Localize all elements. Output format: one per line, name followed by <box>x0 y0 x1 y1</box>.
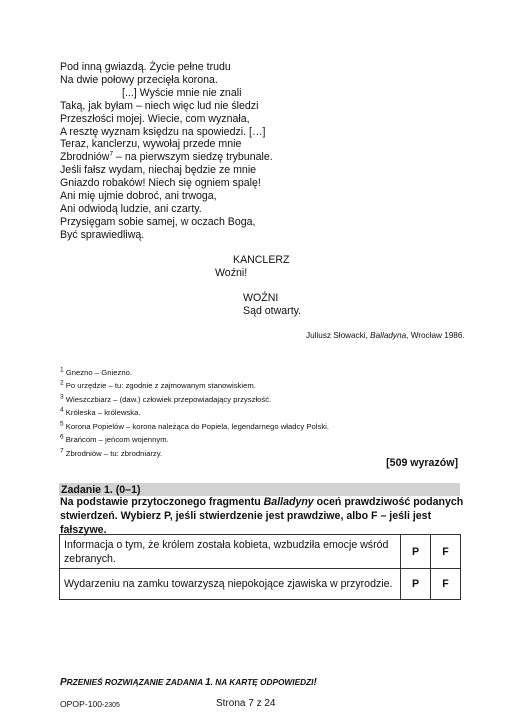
code-number: 100 <box>87 699 103 709</box>
speaker-kanclerz: KANCLERZ <box>233 254 290 266</box>
task-title: Zadanie 1. (0–1) <box>61 484 141 496</box>
transfer-initial: P <box>60 677 67 688</box>
source-publisher: , Wrocław 1986. <box>406 331 465 340</box>
footnote <box>60 406 329 419</box>
transfer-text: RZENIEŚ ROZWIĄZANIE ZADANIA <box>66 677 206 687</box>
footnote-number: 4 <box>60 406 64 414</box>
word-count: [509 wyrazów] <box>386 457 458 469</box>
poem-word: Zbrodniów <box>60 151 110 164</box>
poem-line: Być sprawiedliwą. <box>60 228 145 241</box>
footnote-text: Po urzędzie – tu: zgodnie z zajmowanym stanowiskiem. <box>63 381 256 391</box>
exam-code <box>60 699 120 709</box>
poem-line: Taką, jak byłam – niech więc lud nie śledzi <box>60 99 259 112</box>
footnote-text: Króleska – królewska. <box>63 408 141 418</box>
instr-text: oceń prawdziwość podanych stwierdzeń. Wybierz P, jeśli stwierdzenie jest prawdziwe, albo F – jeśli jest fałszywe. <box>60 496 464 536</box>
footnote-number: 5 <box>60 420 64 428</box>
poem-text: – na pierwszym siedzę trybunale. <box>113 151 273 164</box>
footnote-text: Wieszczbiarz – (daw.) człowiek przepowiadający przyszłość. <box>63 394 272 404</box>
source-citation <box>306 331 465 340</box>
footnote-number: 7 <box>60 447 64 455</box>
footnote <box>60 366 329 379</box>
transfer-mark: ! <box>313 677 317 688</box>
code-prefix: OPOP- <box>60 699 88 709</box>
instr-text: Na podstawie przytoczonego fragmentu <box>60 496 264 508</box>
poem-line <box>60 151 273 164</box>
footnote-number: 1 <box>60 366 64 374</box>
table-row <box>60 569 460 599</box>
poem-line: A resztę wyznam księdzu na spowiedzi. […] <box>60 125 266 138</box>
poem-line: [...] Wyście mnie nie znali <box>122 86 242 99</box>
poem-line: Na dwie połowy przecięła korona. <box>60 73 218 86</box>
speech-kanclerz: Woźni! <box>215 267 248 279</box>
poem-line: Przeszłości mojej. Wiecie, com wyznała, <box>60 112 250 125</box>
poem-line: Jeśli fałsz wydam, niechaj będzie ze mnie <box>60 164 257 177</box>
footnote <box>60 379 329 392</box>
statement: Wydarzeniu na zamku towarzyszą niepokojące zjawiska w przyrodzie. <box>64 578 393 590</box>
poem-fragment <box>60 61 273 242</box>
transfer-instruction <box>60 677 317 688</box>
option-true[interactable]: P <box>400 535 430 568</box>
footnote <box>60 393 329 406</box>
footnote-text: Zbrodniów – tu: zbrodniarzy. <box>63 448 163 458</box>
footnote-text: Korona Popielów – korona należąca do Popiela, legendarnego władcy Polski. <box>63 421 330 431</box>
speech-wozni: Sąd otwarty. <box>243 305 302 317</box>
task-instructions <box>60 495 465 537</box>
table-row <box>60 535 460 569</box>
footnote <box>60 420 329 433</box>
footnote-number: 6 <box>60 433 64 441</box>
speaker-wozni: WOŹNI <box>243 292 279 304</box>
poem-line: Pod inną gwiazdą. Życie pełne trudu <box>60 61 231 73</box>
footnote-text: Brańcom – jeńcom wojennym. <box>63 435 169 445</box>
poem-line: Przysięgam sobie samej, w oczach Boga, <box>60 215 256 228</box>
option-true[interactable]: P <box>400 569 430 599</box>
poem-line: Ani mię ujmie dobroć, ani trwoga, <box>60 190 217 203</box>
poem-line: Gniazdo robaków! Niech się ogniem spalę! <box>60 177 261 190</box>
footnote <box>60 433 329 446</box>
statement: Informacja o tym, że królem została kobieta, wzbudziła emocje wśród zebranych. <box>64 538 389 565</box>
true-false-table <box>59 534 461 600</box>
option-false[interactable]: F <box>430 535 460 568</box>
footnotes <box>60 366 329 460</box>
transfer-text: . NA KARTĘ ODPOWIEDZI <box>210 677 314 687</box>
footnote-text: Gnezno – Gniezno. <box>63 368 133 377</box>
code-suffix: -2305 <box>102 702 120 709</box>
footnote <box>60 447 329 460</box>
footnote-number: 2 <box>60 379 64 387</box>
source-author: Juliusz Słowacki, <box>306 331 371 340</box>
footnote-number: 3 <box>60 393 64 401</box>
option-false[interactable]: F <box>430 569 460 599</box>
instr-title: Balladyny <box>263 496 314 508</box>
poem-line: Ani odwiodą ludzie, ani czarty. <box>60 202 202 215</box>
footnote-ref: 7 <box>109 150 114 158</box>
source-title: Balladyna <box>370 331 407 340</box>
poem-line: Teraz, kanclerzu, wywołaj przede mnie <box>60 138 242 151</box>
transfer-number: 1 <box>205 677 211 688</box>
page-number: Strona 7 z 24 <box>216 698 276 709</box>
